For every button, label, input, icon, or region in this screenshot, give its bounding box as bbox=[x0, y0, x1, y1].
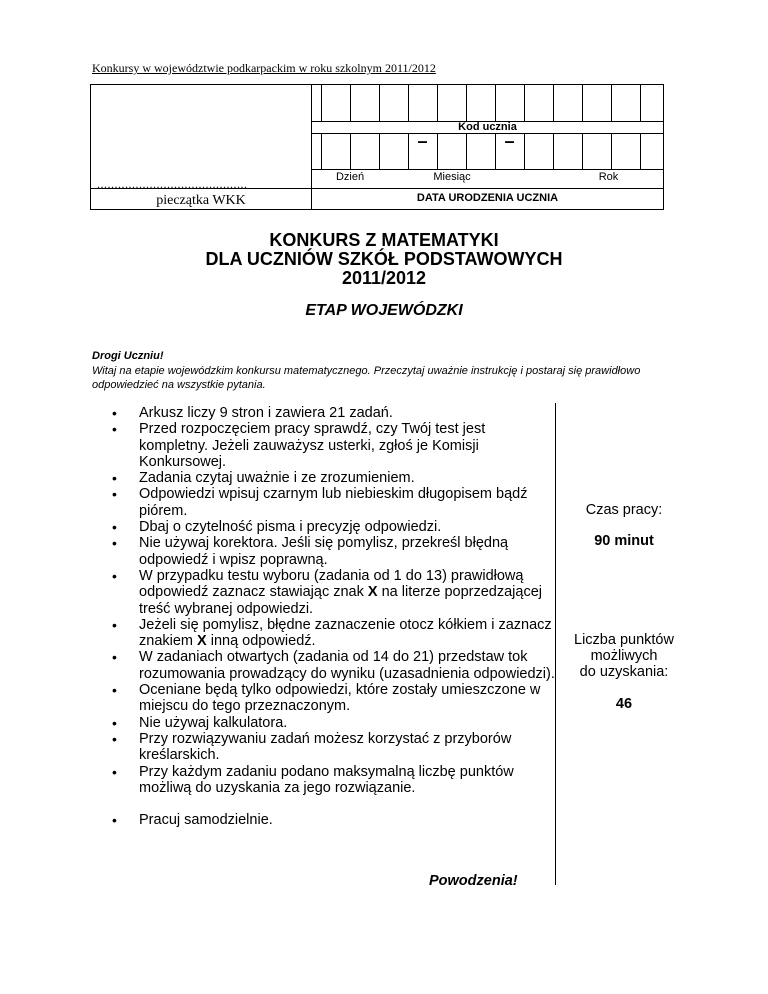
student-id-form bbox=[90, 84, 664, 210]
points-label-line3: do uzyskania: bbox=[579, 664, 669, 680]
list-item: • Nie używaj korektora. Jeśli się pomylisz, przekreśl błędną odpowiedź i wpisz poprawną. bbox=[112, 535, 557, 568]
year-cell[interactable] bbox=[582, 133, 611, 169]
stage-title: ETAP WOJEWÓDZKI bbox=[305, 302, 463, 319]
list-item bbox=[112, 617, 557, 650]
list-item: • Arkusz liczy 9 stron i zawiera 21 zadań. bbox=[112, 405, 557, 421]
code-cell[interactable] bbox=[582, 85, 611, 121]
rule-text: W przypadku testu wyboru (zadania od 1 do 13) prawidłową odpowiedź zaznacz stawiając znak bbox=[139, 567, 524, 601]
stamp-label: pieczątka WKK bbox=[156, 193, 246, 208]
code-cell[interactable] bbox=[379, 85, 408, 121]
form-divider bbox=[311, 85, 312, 209]
code-cell[interactable] bbox=[553, 85, 582, 121]
code-cell[interactable] bbox=[524, 85, 553, 121]
month-label: Miesiąc bbox=[433, 171, 471, 183]
day-cell[interactable] bbox=[321, 133, 350, 169]
code-cell[interactable] bbox=[466, 85, 495, 121]
signature-line: ........................................... bbox=[97, 177, 248, 191]
code-cell[interactable] bbox=[640, 85, 664, 121]
year-cell[interactable] bbox=[611, 133, 640, 169]
list-item: • W zadaniach otwartych (zadania od 14 do 21) przedstaw tok rozumowania prowadzący do wyniku (uzasadnienia odpowiedzi). bbox=[112, 649, 557, 682]
mark-symbol: X bbox=[367, 584, 378, 601]
day-label: Dzień bbox=[335, 171, 365, 183]
list-item: • Dbaj o czytelność pisma i precyzję odpowiedzi. bbox=[112, 519, 557, 535]
points-label-line2: możliwych bbox=[590, 648, 658, 664]
dob-label: DATA URODZENIA UCZNIA bbox=[416, 192, 559, 204]
date-separator-cell bbox=[466, 133, 495, 169]
day-cell[interactable] bbox=[350, 133, 379, 169]
rule-text: na literze poprzedzającej treść wybranej odpowiedzi. bbox=[139, 584, 543, 617]
date-dash: – bbox=[417, 131, 428, 151]
list-item bbox=[112, 568, 557, 617]
code-cell[interactable] bbox=[437, 85, 466, 121]
rule-text: Jeżeli się pomylisz, błędne zaznaczenie otocz kółkiem i zaznacz znakiem bbox=[139, 616, 552, 650]
points-value: 46 bbox=[615, 696, 633, 712]
code-cell[interactable] bbox=[350, 85, 379, 121]
page-title-line3: 2011/2012 bbox=[341, 268, 427, 288]
list-item: • Zadania czytaj uważnie i ze zrozumieniem. bbox=[112, 470, 557, 486]
year-label: Rok bbox=[598, 171, 619, 183]
list-item: • Pracuj samodzielnie. bbox=[112, 812, 557, 828]
instructions-list bbox=[112, 405, 557, 828]
time-label: Czas pracy: bbox=[585, 502, 663, 518]
code-cell[interactable] bbox=[321, 85, 350, 121]
list-item: • Oceniane będą tylko odpowiedzi, które zostały umieszczone w miejscu do tego przeznaczonym. bbox=[112, 682, 557, 715]
list-item: • Odpowiedzi wpisuj czarnym lub niebieskim długopisem bądź piórem. bbox=[112, 486, 557, 519]
page-title-line1: KONKURS Z MATEMATYKI bbox=[269, 230, 499, 250]
page-title-line2: DLA UCZNIÓW SZKÓŁ PODSTAWOWYCH bbox=[205, 249, 563, 269]
list-item: • Nie używaj kalkulatora. bbox=[112, 715, 557, 731]
date-separator-cell bbox=[379, 133, 408, 169]
list-item: • Przy każdym zadaniu podano maksymalną liczbę punktów możliwą do uzyskania za jego rozwiązanie. bbox=[112, 764, 557, 797]
code-label: Kod ucznia bbox=[458, 121, 517, 133]
list-item: • Przed rozpoczęciem pracy sprawdź, czy Twój test jest kompletny. Jeżeli zauważysz usterki, zgłoś je Komisji Konkursowej. bbox=[112, 421, 557, 470]
rule-text: inną odpowiedź. bbox=[206, 633, 316, 650]
header-note: Konkursy w województwie podkarpackim w roku szkolnym 2011/2012 bbox=[92, 61, 436, 75]
code-cell[interactable] bbox=[611, 85, 640, 121]
code-cell[interactable] bbox=[495, 85, 524, 121]
code-cell[interactable] bbox=[408, 85, 437, 121]
points-label-line1: Liczba punktów bbox=[574, 632, 674, 648]
form-line bbox=[311, 169, 664, 170]
time-value: 90 minut bbox=[594, 533, 654, 549]
closing-text: Powodzenia! bbox=[429, 873, 518, 889]
greeting: Drogi Uczniu! bbox=[92, 350, 164, 362]
list-item: • Przy rozwiązywaniu zadań możesz korzystać z przyborów kreślarskich. bbox=[112, 731, 557, 764]
intro-text: Witaj na etapie wojewódzkim konkursu matematycznego. Przeczytaj uważnie instrukcję i postaraj się prawidłowo odpowiedzieć na wszystkie pytania. bbox=[92, 365, 641, 391]
year-cell[interactable] bbox=[524, 133, 553, 169]
year-cell[interactable] bbox=[553, 133, 582, 169]
date-dash: – bbox=[504, 131, 515, 151]
mark-symbol: X bbox=[197, 633, 207, 650]
month-cell[interactable] bbox=[437, 133, 466, 169]
year-cell[interactable] bbox=[640, 133, 664, 169]
